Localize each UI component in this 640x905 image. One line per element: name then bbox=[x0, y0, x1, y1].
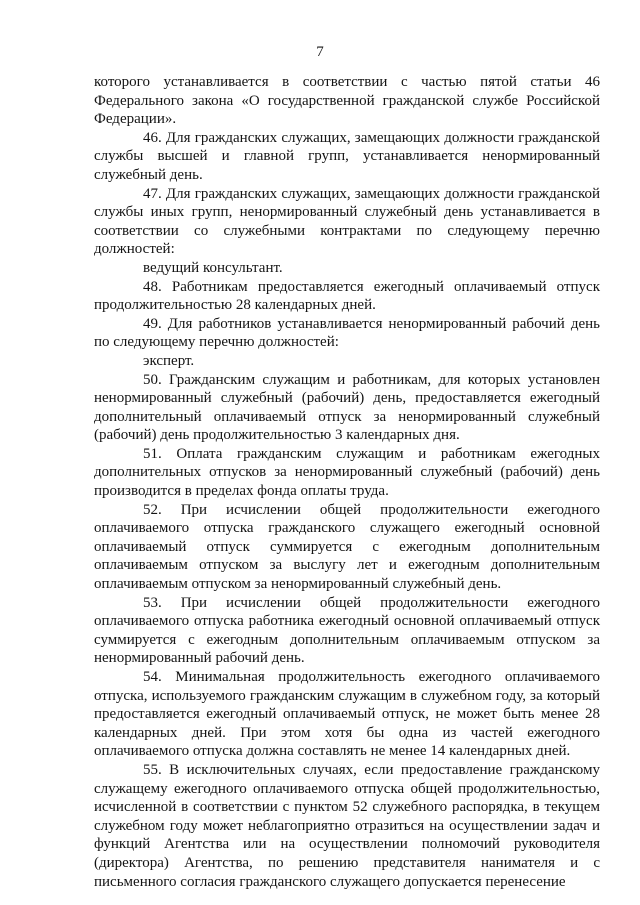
position-list-item-expert: эксперт. bbox=[143, 352, 195, 369]
paragraph-47: 47. Для гражданских служащих, замещающих должности гражданской службы иных групп, ненормированный служебный день устанавливается в соответствии со служебными контрактами по следующему перечню должностей: bbox=[94, 185, 600, 258]
position-list-item-lead-consultant: ведущий консультант. bbox=[143, 259, 283, 276]
paragraph-53: 53. При исчислении общей продолжительности ежегодного оплачиваемого отпуска работника ежегодный основной оплачиваемый отпуск суммируется с ежегодным дополнительным оплачиваемым отпуском за ненормированный рабочий день. bbox=[94, 594, 600, 667]
document-body bbox=[94, 73, 600, 891]
paragraph-50: 50. Гражданским служащим и работникам, для которых установлен ненормированный служебный (рабочий) день, предоставляется ежегодный дополнительный оплачиваемый отпуск за ненормированный служебный (рабочий) день продолжительностью 3 календарных дня. bbox=[94, 371, 600, 444]
paragraph-52: 52. При исчислении общей продолжительности ежегодного оплачиваемого отпуска гражданского служащего ежегодный основной оплачиваемый отпуск суммируется с ежегодным дополнительным оплачиваемым отпуском за выслугу лет и ежегодным дополнительным оплачиваемым отпуском за ненормированный служебный день. bbox=[94, 501, 600, 593]
paragraph-54: 54. Минимальная продолжительность ежегодного оплачиваемого отпуска, используемого гражданским служащим в служебном году, за который предоставляется ежегодный оплачиваемый отпуск, не может быть менее 28 календарных дней. При этом хотя бы одна из частей ежегодного оплачиваемого отпуска должна составлять не менее 14 календарных дней. bbox=[94, 669, 600, 760]
page-number: 7 bbox=[316, 44, 324, 60]
paragraph-51: 51. Оплата гражданским служащим и работникам ежегодных дополнительных отпусков за ненормированный служебный (рабочий) день производится в пределах фонда оплаты труда. bbox=[94, 445, 600, 500]
paragraph-45-continuation: которого устанавливается в соответствии с частью пятой статьи 46 Федерального закона «О государственной гражданской службе Российской Федерации». bbox=[94, 74, 600, 128]
paragraph-55: 55. В исключительных случаях, если предоставление гражданскому служащему ежегодного оплачиваемого отпуска общей продолжительностью, исчисленной в соответствии с пунктом 52 служебного распорядка, в текущем служебном году может неблагоприятно отразиться на осуществлении задач и функций Агентства или на осуществлении полномочий руководителя (директора) Агентства, по решению представителя нанимателя и с письменного согласия гражданского служащего допускается перенесение bbox=[94, 761, 600, 890]
paragraph-48: 48. Работникам предоставляется ежегодный оплачиваемый отпуск продолжительностью 28 календарных дней. bbox=[94, 278, 600, 314]
paragraph-46: 46. Для гражданских служащих, замещающих должности гражданской службы высшей и главной групп, устанавливается ненормированный служебный день. bbox=[94, 129, 600, 183]
paragraph-49: 49. Для работников устанавливается ненормированный рабочий день по следующему перечню должностей: bbox=[94, 315, 600, 351]
